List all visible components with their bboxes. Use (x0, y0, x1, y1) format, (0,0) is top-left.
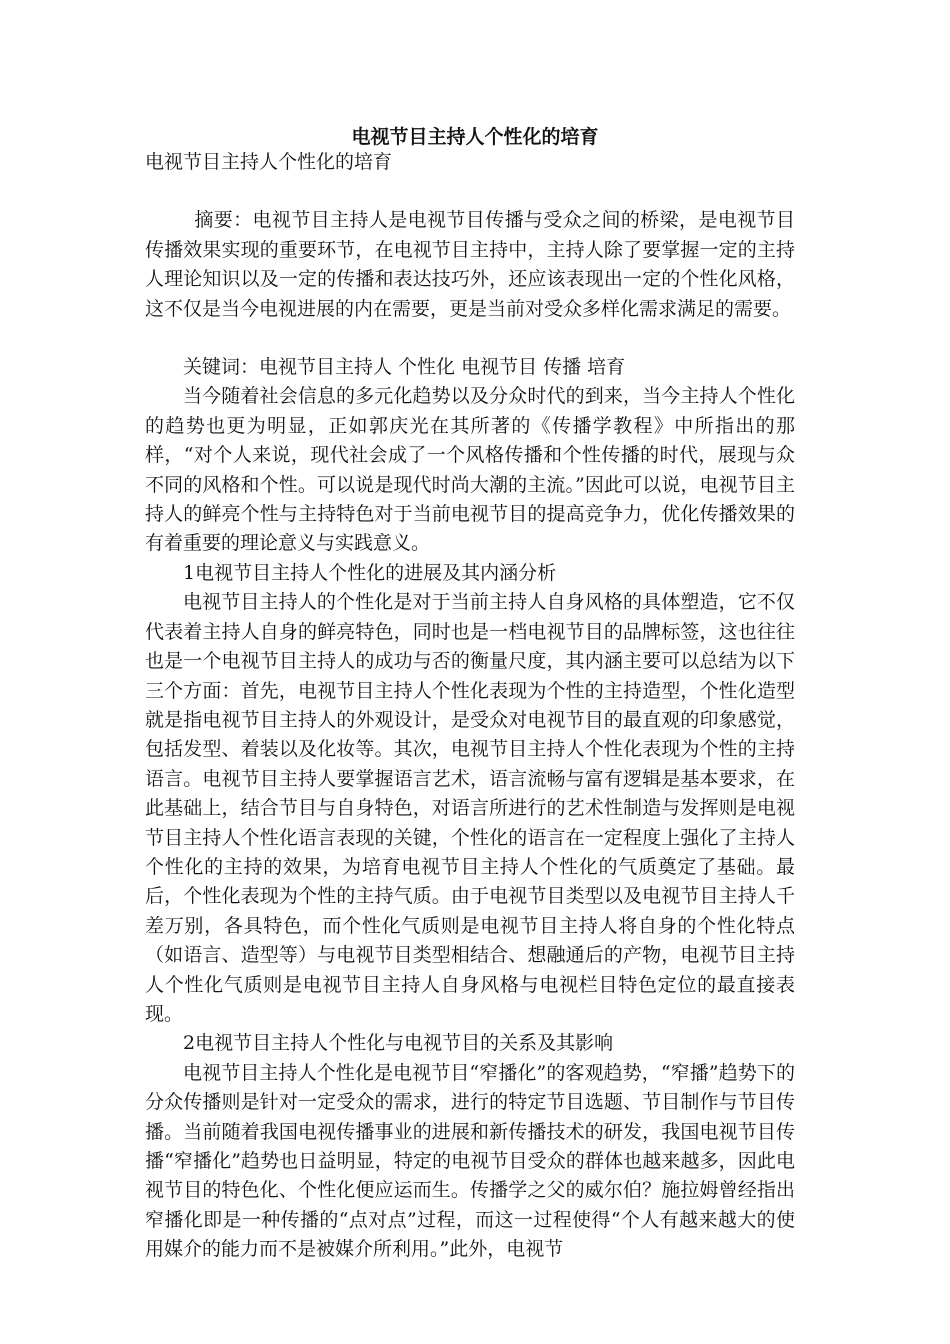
intro-paragraph: 当今随着社会信息的多元化趋势以及分众时代的到来，当今主持人个性化的趋势也更为明显，正如郭庆光在其所著的《传播学教程》中所指出的那样，“对个人来说，现代社会成了一个风格传播和个性传播的时代，展现与众不同的风格和个性。可以说是现代时尚大潮的主流。”因此可以说，电视节目主持人的鲜亮个性与主持特色对于当前电视节目的提高竞争力，优化传播效果的有着重要的理论意义与实践意义。 (145, 385, 795, 555)
document-subtitle: 电视节目主持人个性化的培育 (145, 151, 393, 173)
spacer (145, 324, 795, 353)
section-2-paragraph: 电视节目主持人个性化是电视节目“窄播化”的客观趋势，“窄播”趋势下的分众传播则是针对一定受众的需求，进行的特定节目选题、节目制作与节目传播。当前随着我国电视传播事业的进展和新传播技术的研发，我国电视节目传播“窄播化”趋势也日益明显，特定的电视节目受众的群体也越来越多，因此电视节目的特色化、个性化便应运而生。传播学之父的威尔伯？施拉姆曾经指出窄播化即是一种传播的“点对点”过程，而这一过程使得“个人有越来越大的使用媒介的能力而不是被媒介所利用。”此外，电视节 (145, 1061, 795, 1261)
section-1-paragraph: 电视节目主持人的个性化是对于当前主持人自身风格的具体塑造，它不仅代表着主持人自身的鲜亮特色，同时也是一档电视节目的品牌标签，这也往往也是一个电视节目主持人的成功与否的衡量尺度，其内涵主要可以总结为以下三个方面：首先，电视节目主持人个性化表现为个性的主持造型，个性化造型就是指电视节目主持人的外观设计，是受众对电视节目的最直观的印象感觉，包括发型、着装以及化妆等。其次，电视节目主持人个性化表现为个性的主持语言。电视节目主持人要掌握语言艺术，语言流畅与富有逻辑是基本要求，在此基础上，结合节目与自身特色，对语言所进行的艺术性制造与发挥则是电视节目主持人个性化语言表现的关键，个性化的语言在一定程度上强化了主持人个性化的主持的效果，为培育电视节目主持人个性化的气质奠定了基础。最后，个性化表现为个性的主持气质。由于电视节目类型以及电视节目主持人千差万别，各具特色，而个性化气质则是电视节目主持人将自身的个性化特点（如语言、造型等）与电视节目类型相结合、想融通后的产物，电视节目主持人个性化气质则是电视节目主持人自身风格与电视栏目特色定位的最直接表现。 (145, 591, 795, 1025)
section-1-heading: 1电视节目主持人个性化的进展及其内涵分析 (183, 561, 557, 584)
document-title: 电视节目主持人个性化的培育 (351, 126, 599, 148)
abstract-paragraph: 摘要：电视节目主持人是电视节目传播与受众之间的桥梁，是电视节目传播效果实现的重要环节，在电视节目主持中，主持人除了要掌握一定的主持人理论知识以及一定的传播和表达技巧外，还应该表现出一定的个性化风格，这不仅是当今电视进展的内在需要，更是当前对受众多样化需求满足的需要。 (145, 209, 795, 320)
spacer (145, 177, 795, 206)
document-body (145, 148, 795, 1265)
section-2-heading: 2电视节目主持人个性化与电视节目的关系及其影响 (183, 1032, 614, 1055)
keywords-line: 关键词：电视节目主持人 个性化 电视节目 传播 培育 (183, 356, 626, 379)
